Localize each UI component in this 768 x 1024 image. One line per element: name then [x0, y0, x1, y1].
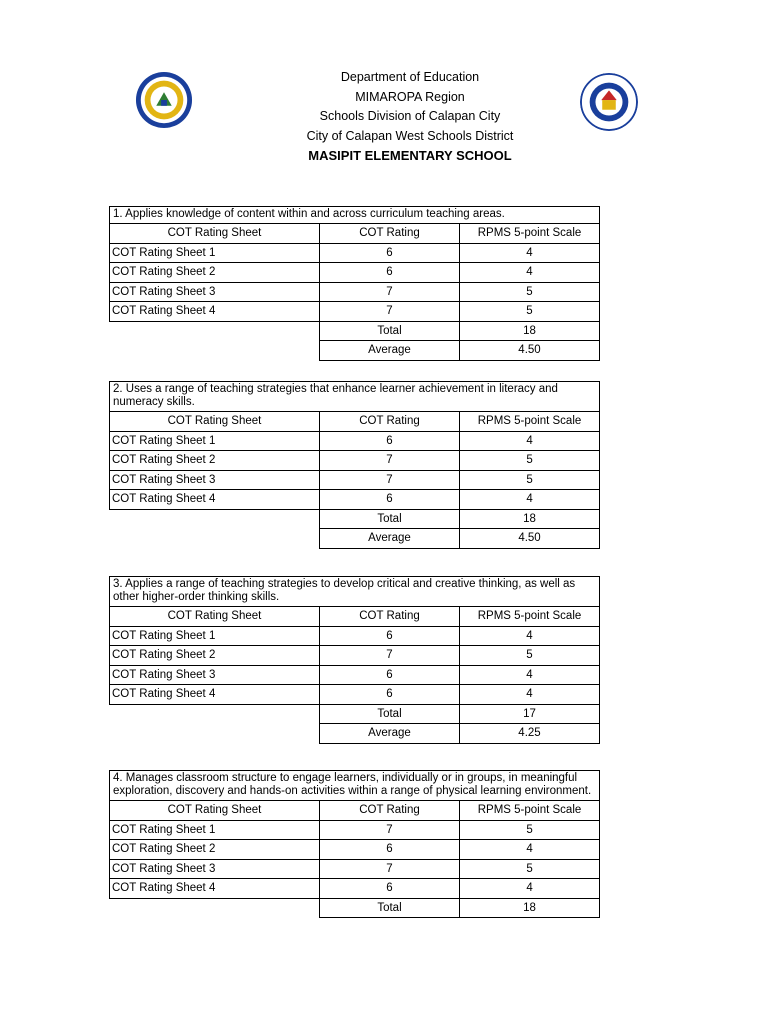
total-value: 18 [460, 898, 600, 918]
header-line-district: City of Calapan West Schools District [306, 128, 514, 143]
indicator-title: 4. Manages classroom structure to engage learners, individually or in groups, in meaningful exploration, discovery and hands-on activities within a range of physical learning environment. [110, 771, 600, 801]
rating-cell: 7 [320, 302, 460, 322]
sheet-cell: COT Rating Sheet 3 [110, 665, 320, 685]
column-header-rating: COT Rating [320, 412, 460, 432]
sheet-cell: COT Rating Sheet 3 [110, 282, 320, 302]
scale-cell: 5 [460, 470, 600, 490]
rating-cell: 7 [320, 282, 460, 302]
indicator-title: 3. Applies a range of teaching strategies to develop critical and creative thinking, as well as other higher-order thinking skills. [110, 577, 600, 607]
indicator-table-1 [109, 206, 599, 361]
total-row [110, 704, 600, 724]
scale-cell: 4 [460, 626, 600, 646]
scale-cell: 5 [460, 451, 600, 471]
total-row [110, 509, 600, 529]
column-header-scale: RPMS 5-point Scale [460, 607, 600, 627]
column-header-sheet: COT Rating Sheet [110, 801, 320, 821]
table-row [110, 685, 600, 705]
indicator-title: 1. Applies knowledge of content within and across curriculum teaching areas. [110, 207, 600, 224]
total-label: Total [320, 509, 460, 529]
average-row [110, 341, 600, 361]
indicator-table-2 [109, 381, 599, 549]
scale-cell: 4 [460, 685, 600, 705]
table-row [110, 840, 600, 860]
average-value: 4.50 [460, 529, 600, 549]
scale-cell: 4 [460, 243, 600, 263]
sheet-cell: COT Rating Sheet 4 [110, 302, 320, 322]
header-school-name: MASIPIT ELEMENTARY SCHOOL [308, 148, 512, 163]
rating-cell: 6 [320, 431, 460, 451]
total-row [110, 898, 600, 918]
sheet-cell: COT Rating Sheet 4 [110, 490, 320, 510]
sheet-cell: COT Rating Sheet 3 [110, 470, 320, 490]
table-row [110, 302, 600, 322]
rating-cell: 7 [320, 451, 460, 471]
sheet-cell: COT Rating Sheet 1 [110, 820, 320, 840]
column-header-sheet: COT Rating Sheet [110, 607, 320, 627]
table-row [110, 665, 600, 685]
rating-cell: 6 [320, 243, 460, 263]
average-value: 4.25 [460, 724, 600, 744]
column-header-sheet: COT Rating Sheet [110, 224, 320, 244]
table-row [110, 470, 600, 490]
scale-cell: 5 [460, 302, 600, 322]
average-value: 4.50 [460, 341, 600, 361]
rating-cell: 7 [320, 646, 460, 666]
sheet-cell: COT Rating Sheet 1 [110, 431, 320, 451]
scale-cell: 5 [460, 646, 600, 666]
table-row [110, 859, 600, 879]
average-label: Average [320, 529, 460, 549]
average-label: Average [320, 724, 460, 744]
average-row [110, 529, 600, 549]
column-header-rating: COT Rating [320, 801, 460, 821]
table-row [110, 490, 600, 510]
sheet-cell: COT Rating Sheet 4 [110, 879, 320, 899]
indicator-title: 2. Uses a range of teaching strategies that enhance learner achievement in literacy and numeracy skills. [110, 382, 600, 412]
table-row [110, 626, 600, 646]
indicator-table-4 [109, 770, 599, 918]
rating-cell: 6 [320, 879, 460, 899]
sheet-cell: COT Rating Sheet 2 [110, 646, 320, 666]
scale-cell: 4 [460, 840, 600, 860]
sheet-cell: COT Rating Sheet 4 [110, 685, 320, 705]
column-header-rating: COT Rating [320, 607, 460, 627]
total-value: 18 [460, 509, 600, 529]
sheet-cell: COT Rating Sheet 1 [110, 243, 320, 263]
table-row [110, 451, 600, 471]
header-line-region: MIMAROPA Region [355, 89, 465, 104]
rating-cell: 6 [320, 840, 460, 860]
table-row [110, 263, 600, 283]
sheet-cell: COT Rating Sheet 2 [110, 451, 320, 471]
table-row [110, 820, 600, 840]
column-header-sheet: COT Rating Sheet [110, 412, 320, 432]
total-label: Total [320, 321, 460, 341]
scale-cell: 4 [460, 431, 600, 451]
scale-cell: 5 [460, 282, 600, 302]
total-value: 18 [460, 321, 600, 341]
column-header-scale: RPMS 5-point Scale [460, 412, 600, 432]
scale-cell: 4 [460, 665, 600, 685]
rating-cell: 6 [320, 490, 460, 510]
rating-cell: 7 [320, 470, 460, 490]
scale-cell: 5 [460, 859, 600, 879]
rating-cell: 6 [320, 685, 460, 705]
school-seal-logo [135, 71, 193, 129]
document-header [200, 68, 620, 166]
average-row [110, 724, 600, 744]
total-label: Total [320, 898, 460, 918]
sheet-cell: COT Rating Sheet 3 [110, 859, 320, 879]
header-line-division: Schools Division of Calapan City [319, 109, 501, 123]
table-row [110, 431, 600, 451]
rating-cell: 6 [320, 665, 460, 685]
table-row [110, 646, 600, 666]
rating-cell: 7 [320, 859, 460, 879]
average-label: Average [320, 341, 460, 361]
sheet-cell: COT Rating Sheet 1 [110, 626, 320, 646]
sheet-cell: COT Rating Sheet 2 [110, 840, 320, 860]
indicator-table-3 [109, 576, 599, 744]
total-value: 17 [460, 704, 600, 724]
scale-cell: 5 [460, 820, 600, 840]
scale-cell: 4 [460, 490, 600, 510]
rating-cell: 6 [320, 263, 460, 283]
scale-cell: 4 [460, 879, 600, 899]
column-header-rating: COT Rating [320, 224, 460, 244]
column-header-scale: RPMS 5-point Scale [460, 224, 600, 244]
column-header-scale: RPMS 5-point Scale [460, 801, 600, 821]
rating-cell: 6 [320, 626, 460, 646]
sheet-cell: COT Rating Sheet 2 [110, 263, 320, 283]
table-row [110, 879, 600, 899]
rating-cell: 7 [320, 820, 460, 840]
total-label: Total [320, 704, 460, 724]
table-row [110, 243, 600, 263]
total-row [110, 321, 600, 341]
table-row [110, 282, 600, 302]
header-line-department: Department of Education [340, 70, 480, 84]
scale-cell: 4 [460, 263, 600, 283]
